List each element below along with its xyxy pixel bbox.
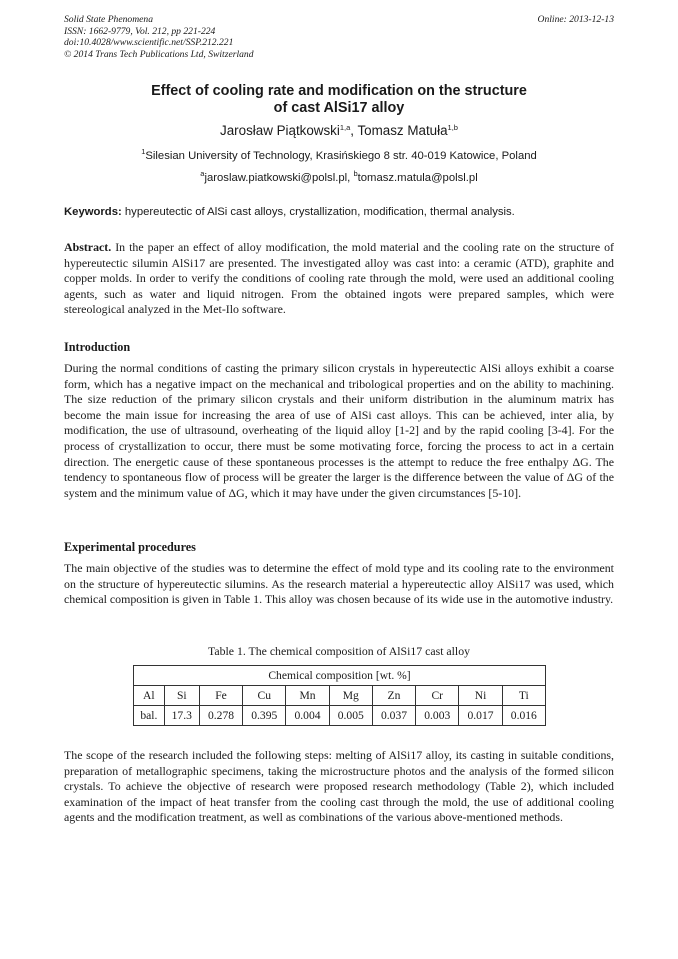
author-2: Tomasz Matuła (357, 123, 448, 138)
column-header: Mn (286, 686, 329, 706)
abstract (64, 240, 614, 318)
experimental-heading: Experimental procedures (64, 540, 196, 554)
journal-name: Solid State Phenomena (64, 14, 153, 25)
issn-line: ISSN: 1662-9779, Vol. 212, pp 221-224 (64, 25, 216, 37)
author-2-affiliation: 1,b (447, 123, 458, 132)
journal-info (64, 14, 254, 60)
table-cell: 0.004 (286, 706, 329, 726)
column-header: Ni (459, 686, 502, 706)
author-emails (64, 169, 614, 184)
email-a-marker: a (200, 169, 205, 178)
title-line-2: of cast AlSi17 alloy (273, 100, 405, 116)
table-cell: 0.016 (502, 706, 545, 726)
column-header: Al (134, 686, 165, 706)
author-separator: , (350, 123, 358, 138)
keywords (64, 206, 614, 218)
column-header: Zn (372, 686, 415, 706)
composition-table (133, 665, 546, 726)
page-header (64, 14, 614, 60)
table-header-row (134, 686, 546, 706)
table-cell: 0.017 (459, 706, 502, 726)
table-cell: 0.395 (243, 706, 286, 726)
author-list (64, 123, 614, 138)
doi-line[interactable]: doi:10.4028/www.scientific.net/SSP.212.221 (64, 37, 234, 49)
author-1: Jarosław Piątkowski (220, 123, 340, 138)
keywords-text: hypereutectic of AlSi cast alloys, crystallization, modification, thermal analysis. (121, 206, 515, 218)
author-1-affiliation: 1,a (339, 123, 351, 132)
affiliation (64, 147, 614, 162)
column-header: Cr (416, 686, 459, 706)
scope-text: The scope of the research included the following steps: melting of AlSi17 alloy, its casting in suitable conditions, preparation of metallographic specimens, taking the microstructure photos and the analysis of the formed silicon crystals. To achieve the objective of research were proposed research methodology (Table 2), which included examination of the impact of heat transfer from the cooling cast through the mold, the use of additional cooling agents and the modification treatment, as well as combinations of the various above-mentioned methods. (64, 748, 614, 825)
keywords-label: Keywords: (64, 206, 122, 218)
introduction-heading: Introduction (64, 340, 131, 354)
column-header: Cu (243, 686, 286, 706)
abstract-text: In the paper an effect of alloy modification, the mold material and the cooling rate on the structure of hypereutectic silumin AlSi17 are presented. The investigated alloy was cast into: a ceramic (ATD), graphite and copper molds. In order to verify the conditions of cooling rate through the mold, were used an additional cooling agents, such as water and liquid nitrogen. From the obtained ingots were prepared samples, which were stereological analyzed in the Met-Ilo software. (64, 240, 614, 317)
column-header: Fe (199, 686, 242, 706)
email-b-marker: b (353, 169, 358, 178)
table-cell: 0.278 (199, 706, 242, 726)
column-header: Si (164, 686, 199, 706)
title-line-1: Effect of cooling rate and modification on the structure (151, 83, 527, 99)
online-date: Online: 2013-12-13 (537, 14, 614, 25)
table-cell: 0.005 (329, 706, 372, 726)
paper-title (64, 83, 614, 117)
table-cell: bal. (134, 706, 165, 726)
experimental-text: The main objective of the studies was to determine the effect of mold type and its cooling rate to the environment on the structure of hypereutectic silumins. As the research material a hypereutectic alloy AlSi17 was used, which chemical composition is given in Table 1. This alloy was chosen because of its wide use in the automotive industry. (64, 561, 614, 607)
email-b[interactable]: tomasz.matula@polsl.pl (357, 172, 478, 184)
column-header: Ti (502, 686, 545, 706)
table-cell: 0.037 (372, 706, 415, 726)
affiliation-text: Silesian University of Technology, Krasińskiego 8 str. 40-019 Katowice, Poland (145, 150, 537, 162)
abstract-label: Abstract. (64, 240, 112, 254)
introduction-text: During the normal conditions of casting the primary silicon crystals in hypereutectic AlSi alloys exhibit a coarse form, which has a negative impact on the mechanical and tribological properties and on the ability to machining. The size reduction of the primary silicon crystals and their uniform distribution in the aluminum matrix has become the main issue for increasing the area of use of AlSi cast alloys. This can be achieved, inter alia, by modification, the use of ultrasound, overheating of the liquid alloy [1-2] and by the rapid cooling [3-4]. For the process of crystallization to occur, there must be some motivating force, forcing the process to act in a certain direction. The energetic cause of these spontaneous processes is the attempt to reduce the free enthalpy ΔG. The tendency to spontaneous flow of process will be greater the larger is the difference between the value of ΔG of the system and the minimum value of ΔG, which it may have under the given circumstances [5-10]. (64, 361, 614, 500)
copyright-line: © 2014 Trans Tech Publications Ltd, Switzerland (64, 48, 254, 60)
column-header: Mg (329, 686, 372, 706)
affiliation-number: 1 (141, 147, 146, 156)
email-separator: , (347, 172, 354, 184)
table-row (134, 706, 546, 726)
table-cell: 0.003 (416, 706, 459, 726)
table-1-caption: Table 1. The chemical composition of AlSi17 cast alloy (207, 644, 471, 658)
email-a[interactable]: jaroslaw.piatkowski@polsl.pl (204, 172, 348, 184)
table-group-header: Chemical composition [wt. %] (134, 666, 546, 686)
table-cell: 17.3 (164, 706, 199, 726)
